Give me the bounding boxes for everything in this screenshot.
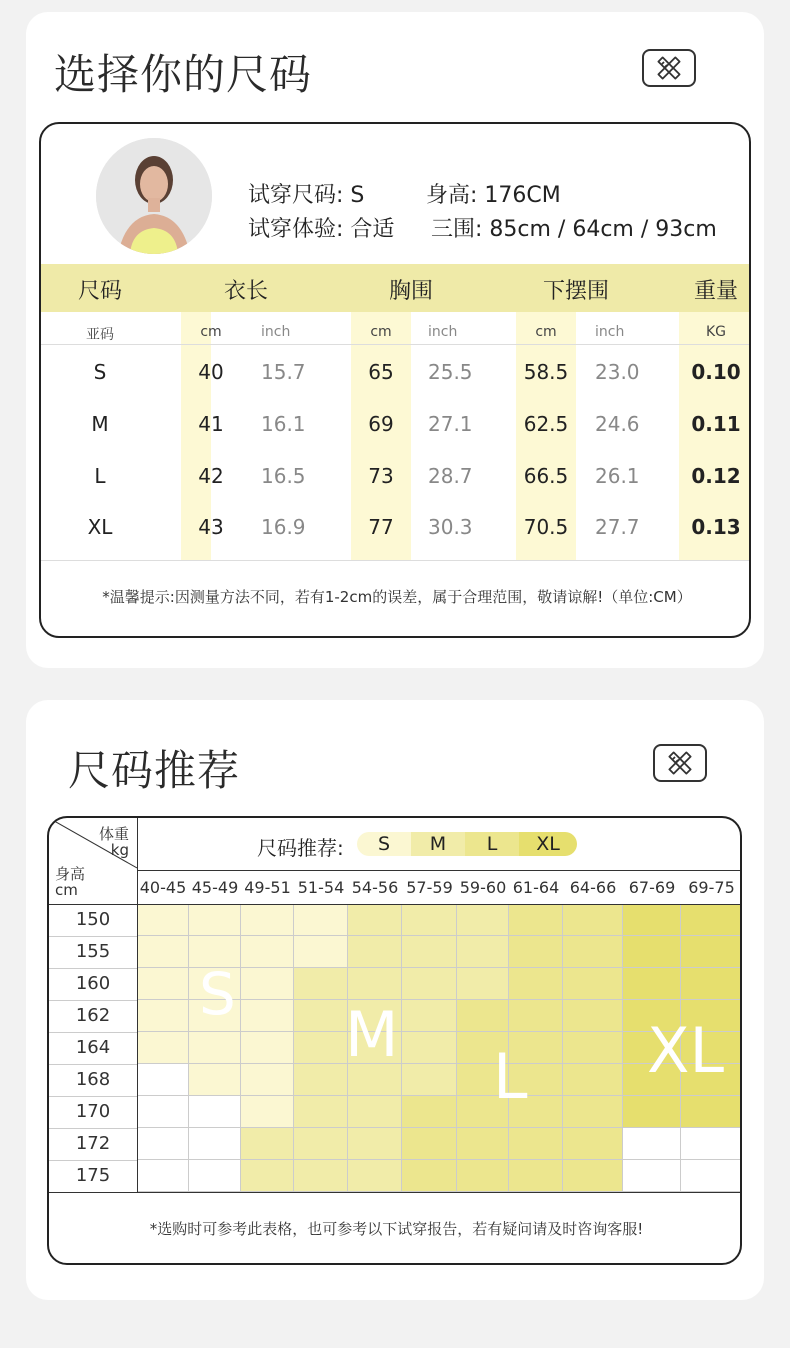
table-cell: 77 — [368, 515, 394, 539]
table-cell: 73 — [368, 464, 394, 488]
recommendation-table — [47, 816, 742, 1265]
divider — [41, 560, 751, 561]
size-cell — [623, 968, 681, 1000]
size-cell — [294, 904, 348, 936]
size-cell — [294, 1032, 348, 1064]
weight-range: 40-45 — [139, 878, 187, 897]
table-cell: 24.6 — [595, 412, 640, 436]
size-cell — [623, 1096, 681, 1128]
size-cell — [241, 936, 294, 968]
model-height: 身高: 176CM — [426, 183, 561, 208]
table-cell: 27.1 — [428, 412, 473, 436]
size-chart-card — [26, 12, 764, 668]
size-cell — [348, 968, 402, 1000]
height-value: 172 — [75, 1133, 111, 1154]
size-cell — [457, 1128, 509, 1160]
size-cell — [294, 936, 348, 968]
weight-axis-label: 体重 kg — [98, 825, 129, 859]
table-cell: 40 — [198, 360, 224, 384]
size-cell — [681, 968, 742, 1000]
size-cell — [137, 904, 189, 936]
section-title: 尺码推荐 — [68, 746, 241, 795]
table-cell: 0.12 — [691, 464, 741, 488]
size-cell — [348, 1096, 402, 1128]
size-cell — [509, 904, 563, 936]
table-cell: XL — [87, 515, 113, 539]
height-value: 168 — [75, 1069, 111, 1090]
size-cell — [509, 1128, 563, 1160]
weight-range: 59-60 — [459, 878, 507, 897]
table-cell: 70.5 — [523, 515, 569, 539]
size-cell — [509, 1000, 563, 1032]
header-3: 下摆围 — [542, 279, 609, 304]
size-recommendation-card — [26, 700, 764, 1300]
height-value: 160 — [75, 973, 111, 994]
size-cell — [137, 1128, 189, 1160]
weight-range: 69-75 — [688, 878, 735, 897]
size-cell — [348, 904, 402, 936]
table-cell: 23.0 — [595, 360, 640, 384]
size-cell — [681, 1128, 742, 1160]
size-cell — [189, 904, 241, 936]
weight-range: 67-69 — [628, 878, 676, 897]
table-cell: 69 — [368, 412, 394, 436]
size-cell — [402, 1096, 457, 1128]
size-cell — [241, 1160, 294, 1192]
size-cell — [563, 968, 623, 1000]
table-cell: 0.10 — [691, 360, 741, 384]
size-zone-S: S — [199, 960, 236, 1028]
size-cell — [681, 1160, 742, 1192]
model-avatar — [96, 138, 212, 254]
ruler-pencil-icon — [653, 744, 707, 782]
legend-S: S — [357, 832, 411, 856]
size-cell — [189, 1096, 241, 1128]
size-cell — [348, 1128, 402, 1160]
size-cell — [294, 1096, 348, 1128]
table-cell: 25.5 — [428, 360, 473, 384]
size-cell — [402, 1032, 457, 1064]
size-cell — [189, 1128, 241, 1160]
section-title: 选择你的尺码 — [54, 50, 313, 99]
size-cell — [681, 904, 742, 936]
size-cell — [457, 936, 509, 968]
size-cell — [457, 968, 509, 1000]
size-cell — [294, 1160, 348, 1192]
grid-line — [49, 904, 742, 905]
size-zone-XL: XL — [647, 1014, 725, 1087]
size-cell — [563, 1096, 623, 1128]
table-cell: 30.3 — [428, 515, 473, 539]
table-cell: 41 — [198, 412, 224, 436]
grid-line — [137, 818, 138, 1192]
size-cell — [348, 1160, 402, 1192]
header-4: 重量 — [693, 279, 738, 304]
size-cell — [402, 1160, 457, 1192]
size-cell — [137, 1000, 189, 1032]
size-cell — [241, 1128, 294, 1160]
weight-range: 51-54 — [297, 878, 345, 897]
table-cell: 43 — [198, 515, 224, 539]
model-measurements: 三围: 85cm / 64cm / 93cm — [431, 217, 717, 242]
size-cell — [137, 968, 189, 1000]
size-cell — [457, 1160, 509, 1192]
size-zone-M: M — [345, 998, 399, 1071]
size-cell — [189, 1064, 241, 1096]
table-cell: 0.11 — [691, 412, 741, 436]
size-cell — [402, 1128, 457, 1160]
size-cell — [563, 1000, 623, 1032]
recommend-label: 尺码推荐: — [257, 836, 344, 860]
fit-size: 试穿尺码: S — [248, 183, 365, 208]
table-cell: 16.5 — [261, 464, 306, 488]
subheader-1: cm — [200, 324, 222, 340]
legend-XL: XL — [519, 832, 577, 856]
size-cell — [137, 1064, 189, 1096]
subheader-0: 亚码 — [86, 327, 114, 343]
size-cell — [348, 936, 402, 968]
size-cell — [241, 904, 294, 936]
size-zone-L: L — [493, 1040, 528, 1113]
height-value: 155 — [75, 941, 111, 962]
size-cell — [294, 1000, 348, 1032]
grid-line — [49, 936, 137, 937]
table-cell: 65 — [368, 360, 394, 384]
subheader-3: cm — [370, 324, 392, 340]
size-cell — [137, 1096, 189, 1128]
size-cell — [189, 1160, 241, 1192]
ruler-pencil-icon — [642, 49, 696, 87]
size-cell — [623, 936, 681, 968]
size-cell — [457, 1000, 509, 1032]
table-cell: 16.1 — [261, 412, 306, 436]
fit-experience: 试穿体验: 合适 — [248, 217, 395, 242]
table-cell: M — [91, 412, 109, 436]
weight-range: 45-49 — [191, 878, 239, 897]
table-cell: L — [94, 464, 106, 488]
table-cell: 58.5 — [523, 360, 569, 384]
table-cell: 27.7 — [595, 515, 640, 539]
size-table — [39, 122, 751, 638]
size-cell — [563, 1032, 623, 1064]
size-cell — [241, 1000, 294, 1032]
weight-range: 61-64 — [512, 878, 560, 897]
size-cell — [563, 1160, 623, 1192]
size-cell — [457, 904, 509, 936]
size-cell — [509, 1160, 563, 1192]
size-cell — [241, 1032, 294, 1064]
size-cell — [402, 1000, 457, 1032]
grid-line — [49, 1096, 137, 1097]
divider — [41, 344, 751, 345]
subheader-5: cm — [535, 324, 557, 340]
size-cell — [509, 936, 563, 968]
size-cell — [402, 1064, 457, 1096]
header-0: 尺码 — [77, 279, 122, 304]
weight-range: 54-56 — [351, 878, 399, 897]
height-value: 150 — [75, 909, 111, 930]
weight-range: 64-66 — [569, 878, 617, 897]
size-cell — [137, 936, 189, 968]
recommendation-note: *选购时可参考此表格，也可参考以下试穿报告，若有疑问请及时咨询客服! — [149, 1220, 644, 1238]
size-cell — [402, 936, 457, 968]
size-cell — [402, 904, 457, 936]
size-cell — [623, 904, 681, 936]
size-cell — [623, 1128, 681, 1160]
size-cell — [563, 936, 623, 968]
size-cell — [241, 968, 294, 1000]
table-cell: S — [93, 360, 107, 384]
subheader-7: KG — [705, 324, 727, 340]
size-cell — [681, 936, 742, 968]
header-2: 胸围 — [388, 279, 433, 304]
weight-range: 49-51 — [244, 878, 291, 897]
size-cell — [563, 1064, 623, 1096]
weight-range: 57-59 — [406, 878, 453, 897]
grid-line — [49, 968, 137, 969]
grid-line — [49, 1128, 137, 1129]
table-cell: 62.5 — [523, 412, 569, 436]
table-cell: 42 — [198, 464, 224, 488]
legend-L: L — [465, 832, 519, 856]
table-cell: 66.5 — [523, 464, 569, 488]
size-cell — [189, 1032, 241, 1064]
size-cell — [241, 1064, 294, 1096]
table-cell: 28.7 — [428, 464, 473, 488]
size-cell — [623, 1160, 681, 1192]
grid-line — [137, 870, 742, 871]
grid-line — [49, 1032, 137, 1033]
size-cell — [294, 1128, 348, 1160]
size-cell — [294, 968, 348, 1000]
size-cell — [137, 1032, 189, 1064]
size-cell — [563, 1128, 623, 1160]
subheader-2: inch — [261, 324, 291, 340]
size-cell — [563, 904, 623, 936]
height-value: 175 — [75, 1165, 111, 1186]
size-cell — [402, 968, 457, 1000]
grid-line — [49, 1192, 742, 1193]
grid-line — [49, 1160, 137, 1161]
size-cell — [294, 1064, 348, 1096]
table-cell: 16.9 — [261, 515, 306, 539]
header-1: 衣长 — [223, 279, 268, 304]
height-value: 170 — [75, 1101, 111, 1122]
size-cell — [137, 1160, 189, 1192]
grid-line — [49, 1000, 137, 1001]
grid-line — [49, 1064, 137, 1065]
height-value: 164 — [75, 1037, 111, 1058]
table-cell: 26.1 — [595, 464, 640, 488]
size-cell — [509, 968, 563, 1000]
subheader-4: inch — [428, 324, 458, 340]
legend-M: M — [411, 832, 465, 856]
table-cell: 15.7 — [261, 360, 306, 384]
subheader-6: inch — [595, 324, 625, 340]
height-value: 162 — [75, 1005, 111, 1026]
height-axis-label: 身高 cm — [55, 865, 86, 899]
table-cell: 0.13 — [691, 515, 741, 539]
size-cell — [681, 1096, 742, 1128]
size-cell — [241, 1096, 294, 1128]
measurement-note: *温馨提示:因测量方法不同，若有1-2cm的误差，属于合理范围，敬请谅解!（单位:CM） — [102, 588, 692, 606]
